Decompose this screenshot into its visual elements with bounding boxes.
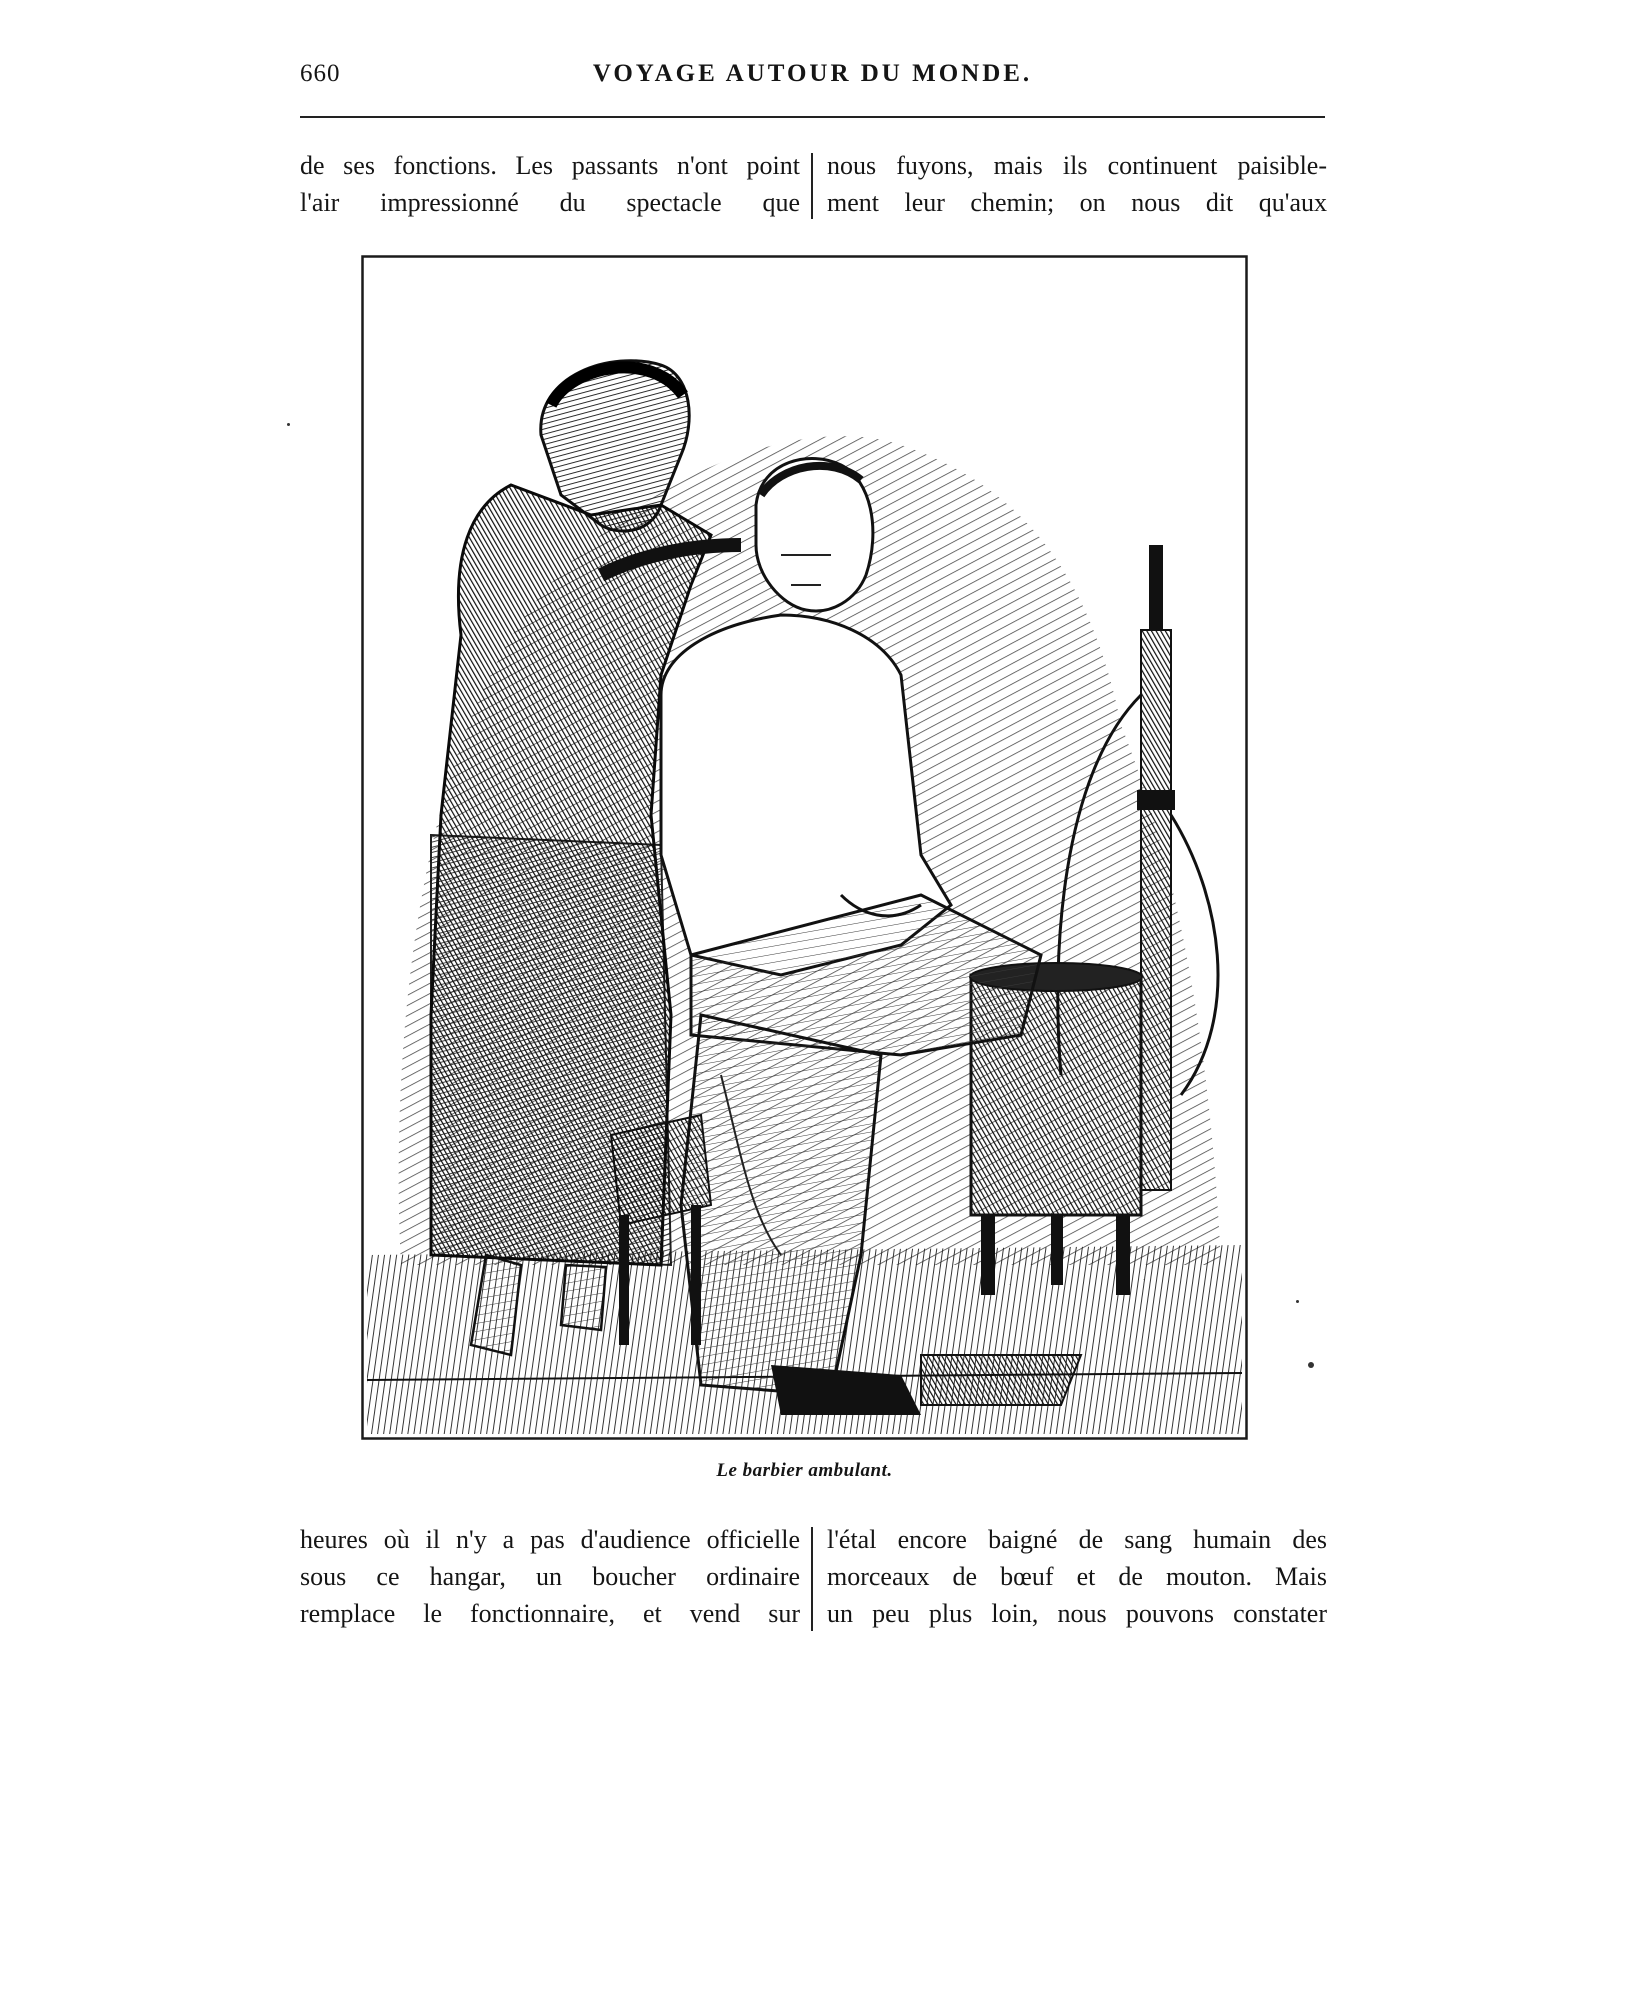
bottom-right-column (827, 1521, 1327, 1632)
figure-caption: Le barbier ambulant. (716, 1460, 893, 1481)
text-line: ment leur chemin; on nous dit qu'aux (827, 188, 1327, 217)
bottom-left-column (300, 1521, 800, 1632)
text-line: un peu plus loin, nous pouvons constater (827, 1599, 1327, 1628)
text-line: remplace le fonctionnaire, et vend sur (300, 1599, 800, 1628)
column-divider (811, 1527, 813, 1631)
scan-speck (1296, 1300, 1299, 1303)
text-line: nous fuyons, mais ils continuent paisible- (827, 151, 1327, 180)
text-line: sous ce hangar, un boucher ordinaire (300, 1562, 800, 1591)
running-head (300, 60, 1325, 94)
top-left-column (300, 147, 800, 221)
page-number: 660 (300, 60, 341, 87)
text-line: l'air impressionné du spectacle que (300, 188, 800, 217)
text-line: heures où il n'y a pas d'audience officielle (300, 1525, 800, 1554)
column-divider (811, 153, 813, 219)
text-line: morceaux de bœuf et de mouton. Mais (827, 1562, 1327, 1591)
header-rule (300, 116, 1325, 118)
scan-speck (1308, 1362, 1314, 1368)
engraving-illustration (361, 255, 1248, 1440)
text-line: l'étal encore baigné de sang humain des (827, 1525, 1327, 1554)
text-line: de ses fonctions. Les passants n'ont point (300, 151, 800, 180)
scan-speck (287, 423, 290, 426)
running-title: VOYAGE AUTOUR DU MONDE. (592, 60, 1033, 87)
top-right-column (827, 147, 1327, 221)
